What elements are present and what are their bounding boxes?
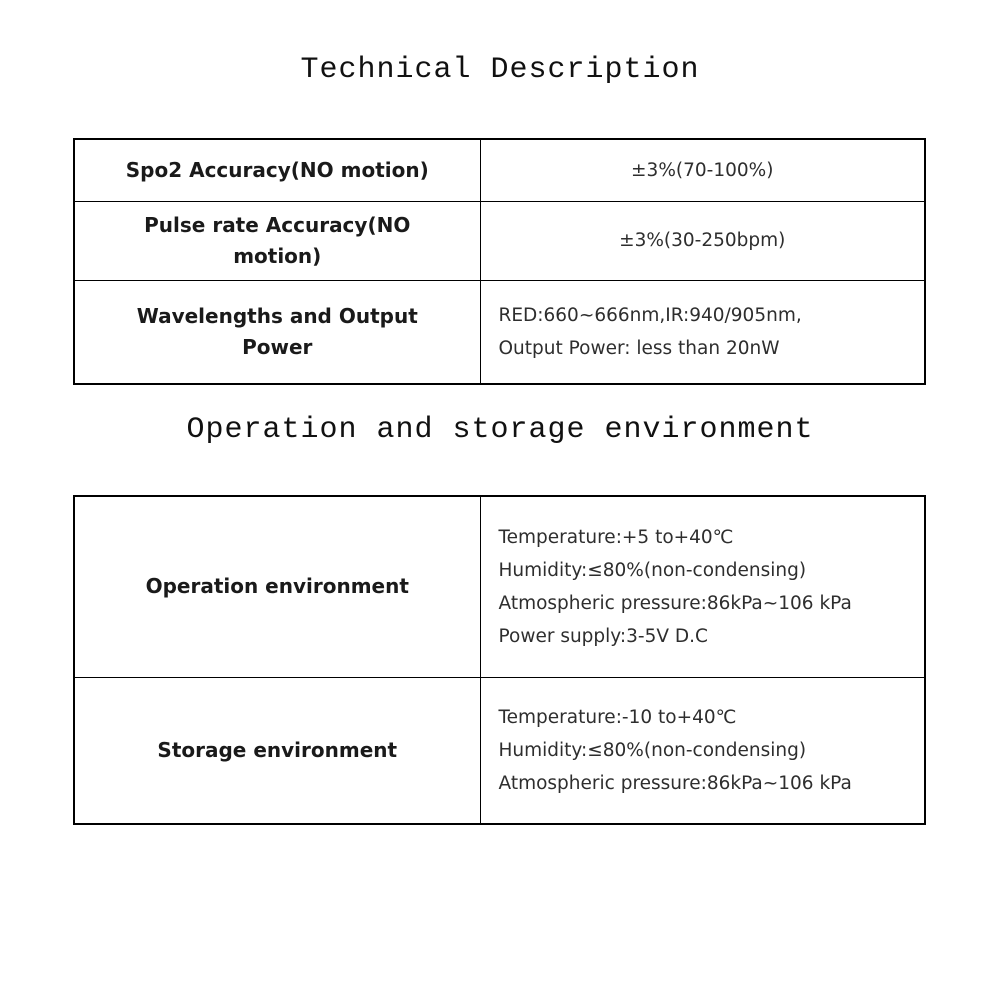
- spec-label-operation-environment: Operation environment: [74, 496, 480, 677]
- spec-label-storage-environment: Storage environment: [74, 677, 480, 824]
- operation-storage-environment-table: [73, 495, 926, 825]
- section-title-operation-storage-environment: Operation and storage environment: [186, 413, 814, 447]
- spec-label-spo2-accuracy: Spo2 Accuracy(NO motion): [74, 139, 480, 201]
- spec-value-wavelengths-output-power: [480, 280, 925, 384]
- table-row-storage-environment: [74, 677, 925, 824]
- table-row-operation-environment: [74, 496, 925, 677]
- value-line-storage-atmospheric-pressure: Atmospheric pressure:86kPa~106 kPa: [498, 772, 852, 794]
- table-row-pulse-rate-accuracy: [74, 201, 925, 280]
- value-line-operation-power-supply: Power supply:3-5V D.C: [498, 625, 708, 647]
- value-line-output-power: Output Power: less than 20nW: [498, 337, 780, 359]
- value-line-operation-atmospheric-pressure: Atmospheric pressure:86kPa~106 kPa: [498, 592, 852, 614]
- table-row-spo2-accuracy: [74, 139, 925, 201]
- value-line-wavelengths: RED:660~666nm,IR:940/905nm,: [498, 304, 802, 326]
- spec-label-pulse-rate-accuracy: Pulse rate Accuracy(NO motion): [74, 201, 480, 280]
- value-line-operation-humidity: Humidity:≤80%(non-condensing): [498, 559, 807, 581]
- spec-value-storage-environment: [480, 677, 925, 824]
- table-row-wavelengths-output-power: [74, 280, 925, 384]
- value-line-storage-humidity: Humidity:≤80%(non-condensing): [498, 739, 807, 761]
- spec-value-operation-environment: [480, 496, 925, 677]
- value-line-operation-temperature: Temperature:+5 to+40℃: [498, 526, 734, 548]
- spec-value-spo2-accuracy: ±3%(70-100%): [480, 139, 925, 201]
- spec-label-wavelengths-output-power: Wavelengths and Output Power: [74, 280, 480, 384]
- section-title-technical-description: Technical Description: [300, 53, 700, 87]
- spec-value-pulse-rate-accuracy: ±3%(30-250bpm): [480, 201, 925, 280]
- value-line-storage-temperature: Temperature:-10 to+40℃: [498, 706, 737, 728]
- technical-description-table: [73, 138, 926, 385]
